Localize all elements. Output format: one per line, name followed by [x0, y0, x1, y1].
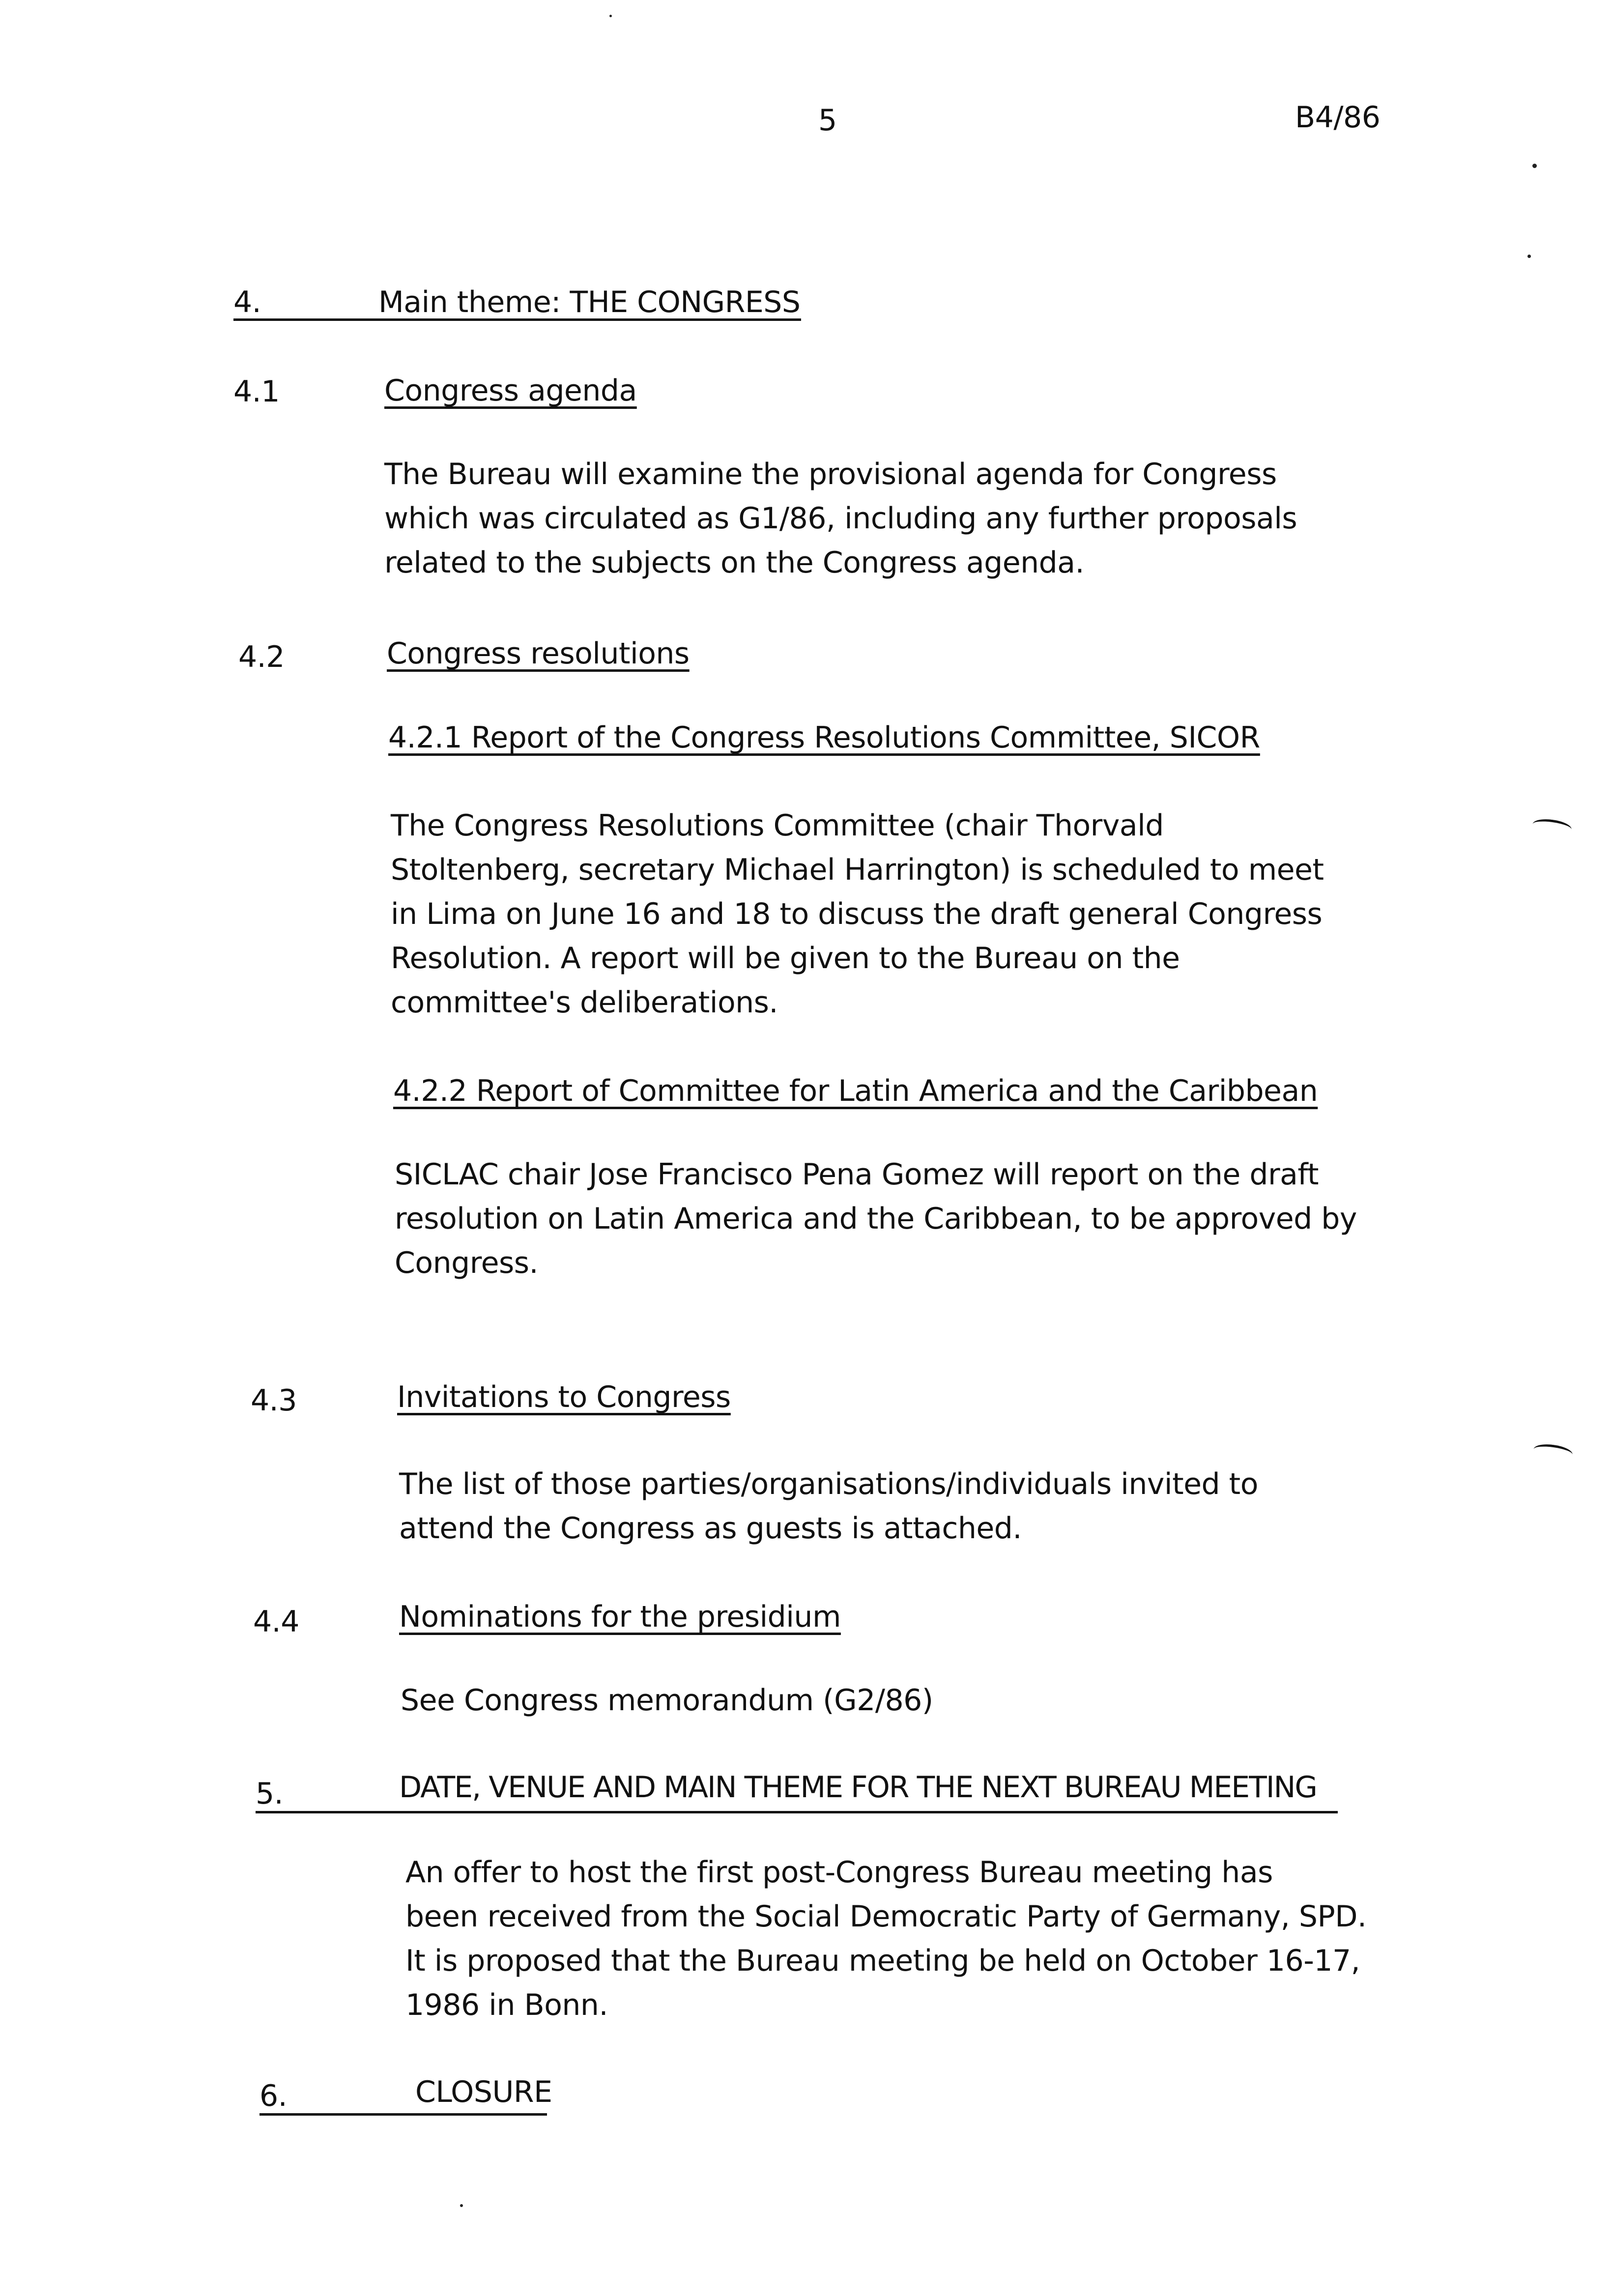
body-line: which was circulated as G1/86, including any further proposals [384, 501, 1297, 536]
body-line: The Bureau will examine the provisional agenda for Congress [384, 457, 1277, 491]
document-code: B4/86 [1295, 100, 1381, 135]
section-4-1-body [384, 452, 1297, 585]
section-5-heading-rule [256, 1811, 1338, 1813]
section-4-title: Main theme: THE CONGRESS [378, 285, 801, 319]
body-line: Congress. [395, 1246, 539, 1280]
body-line: Resolution. A report will be given to the Bureau on the [391, 941, 1180, 976]
section-4-2-title: Congress resolutions [387, 636, 690, 671]
body-line: SICLAC chair Jose Francisco Pena Gomez will report on the draft [395, 1157, 1319, 1192]
scan-arc-mark [1532, 1442, 1573, 1462]
section-4-number: 4. [233, 285, 261, 319]
section-4-2-number: 4.2 [238, 640, 285, 674]
section-5-body [405, 1850, 1366, 2027]
body-line: been received from the Social Democratic Party of Germany, SPD. [405, 1899, 1367, 1934]
scan-arc-mark [1531, 817, 1572, 837]
scan-speck [460, 2204, 463, 2207]
section-4-2-2-body [395, 1152, 1357, 1285]
body-line: related to the subjects on the Congress agenda. [384, 545, 1085, 580]
body-line: committee's deliberations. [391, 985, 778, 1020]
scan-speck [1532, 164, 1537, 168]
body-line: 1986 in Bonn. [405, 1988, 608, 2022]
body-line: See Congress memorandum (G2/86) [401, 1683, 933, 1718]
body-line: The Congress Resolutions Committee (chair Thorvald [391, 808, 1164, 843]
section-4-2-1-title: 4.2.1 Report of the Congress Resolutions Committee, SICOR [388, 720, 1260, 755]
section-4-3-body [399, 1462, 1258, 1550]
body-line: The list of those parties/organisations/individuals invited to [399, 1467, 1258, 1501]
section-4-2-1-body [391, 804, 1324, 1025]
body-line: resolution on Latin America and the Caribbean, to be approved by [395, 1202, 1357, 1236]
body-line: It is proposed that the Bureau meeting be held on October 16-17, [405, 1944, 1360, 1978]
section-4-2-2-title: 4.2.2 Report of Committee for Latin America and the Caribbean [393, 1074, 1318, 1108]
section-4-3-title: Invitations to Congress [397, 1380, 731, 1414]
section-4-4-body [401, 1678, 933, 1722]
page-number: 5 [818, 103, 837, 138]
section-5-number: 5. [256, 1777, 284, 1811]
section-4-4-number: 4.4 [253, 1605, 299, 1639]
section-4-4-title: Nominations for the presidium [399, 1600, 841, 1634]
body-line: attend the Congress as guests is attached. [399, 1511, 1022, 1546]
section-4-1-number: 4.1 [233, 374, 280, 409]
section-4-1-title: Congress agenda [384, 373, 637, 408]
scan-speck [609, 15, 612, 17]
body-line: An offer to host the first post-Congress Bureau meeting has [405, 1855, 1273, 1890]
section-6-number: 6. [259, 2079, 288, 2113]
body-line: Stoltenberg, secretary Michael Harrington) is scheduled to meet [391, 853, 1324, 887]
section-4-3-number: 4.3 [251, 1383, 297, 1418]
section-5-title: DATE, VENUE AND MAIN THEME FOR THE NEXT BUREAU MEETING [399, 1770, 1317, 1805]
section-6-title: CLOSURE [415, 2075, 552, 2109]
body-line: in Lima on June 16 and 18 to discuss the draft general Congress [391, 897, 1323, 931]
scan-speck [1527, 255, 1531, 258]
